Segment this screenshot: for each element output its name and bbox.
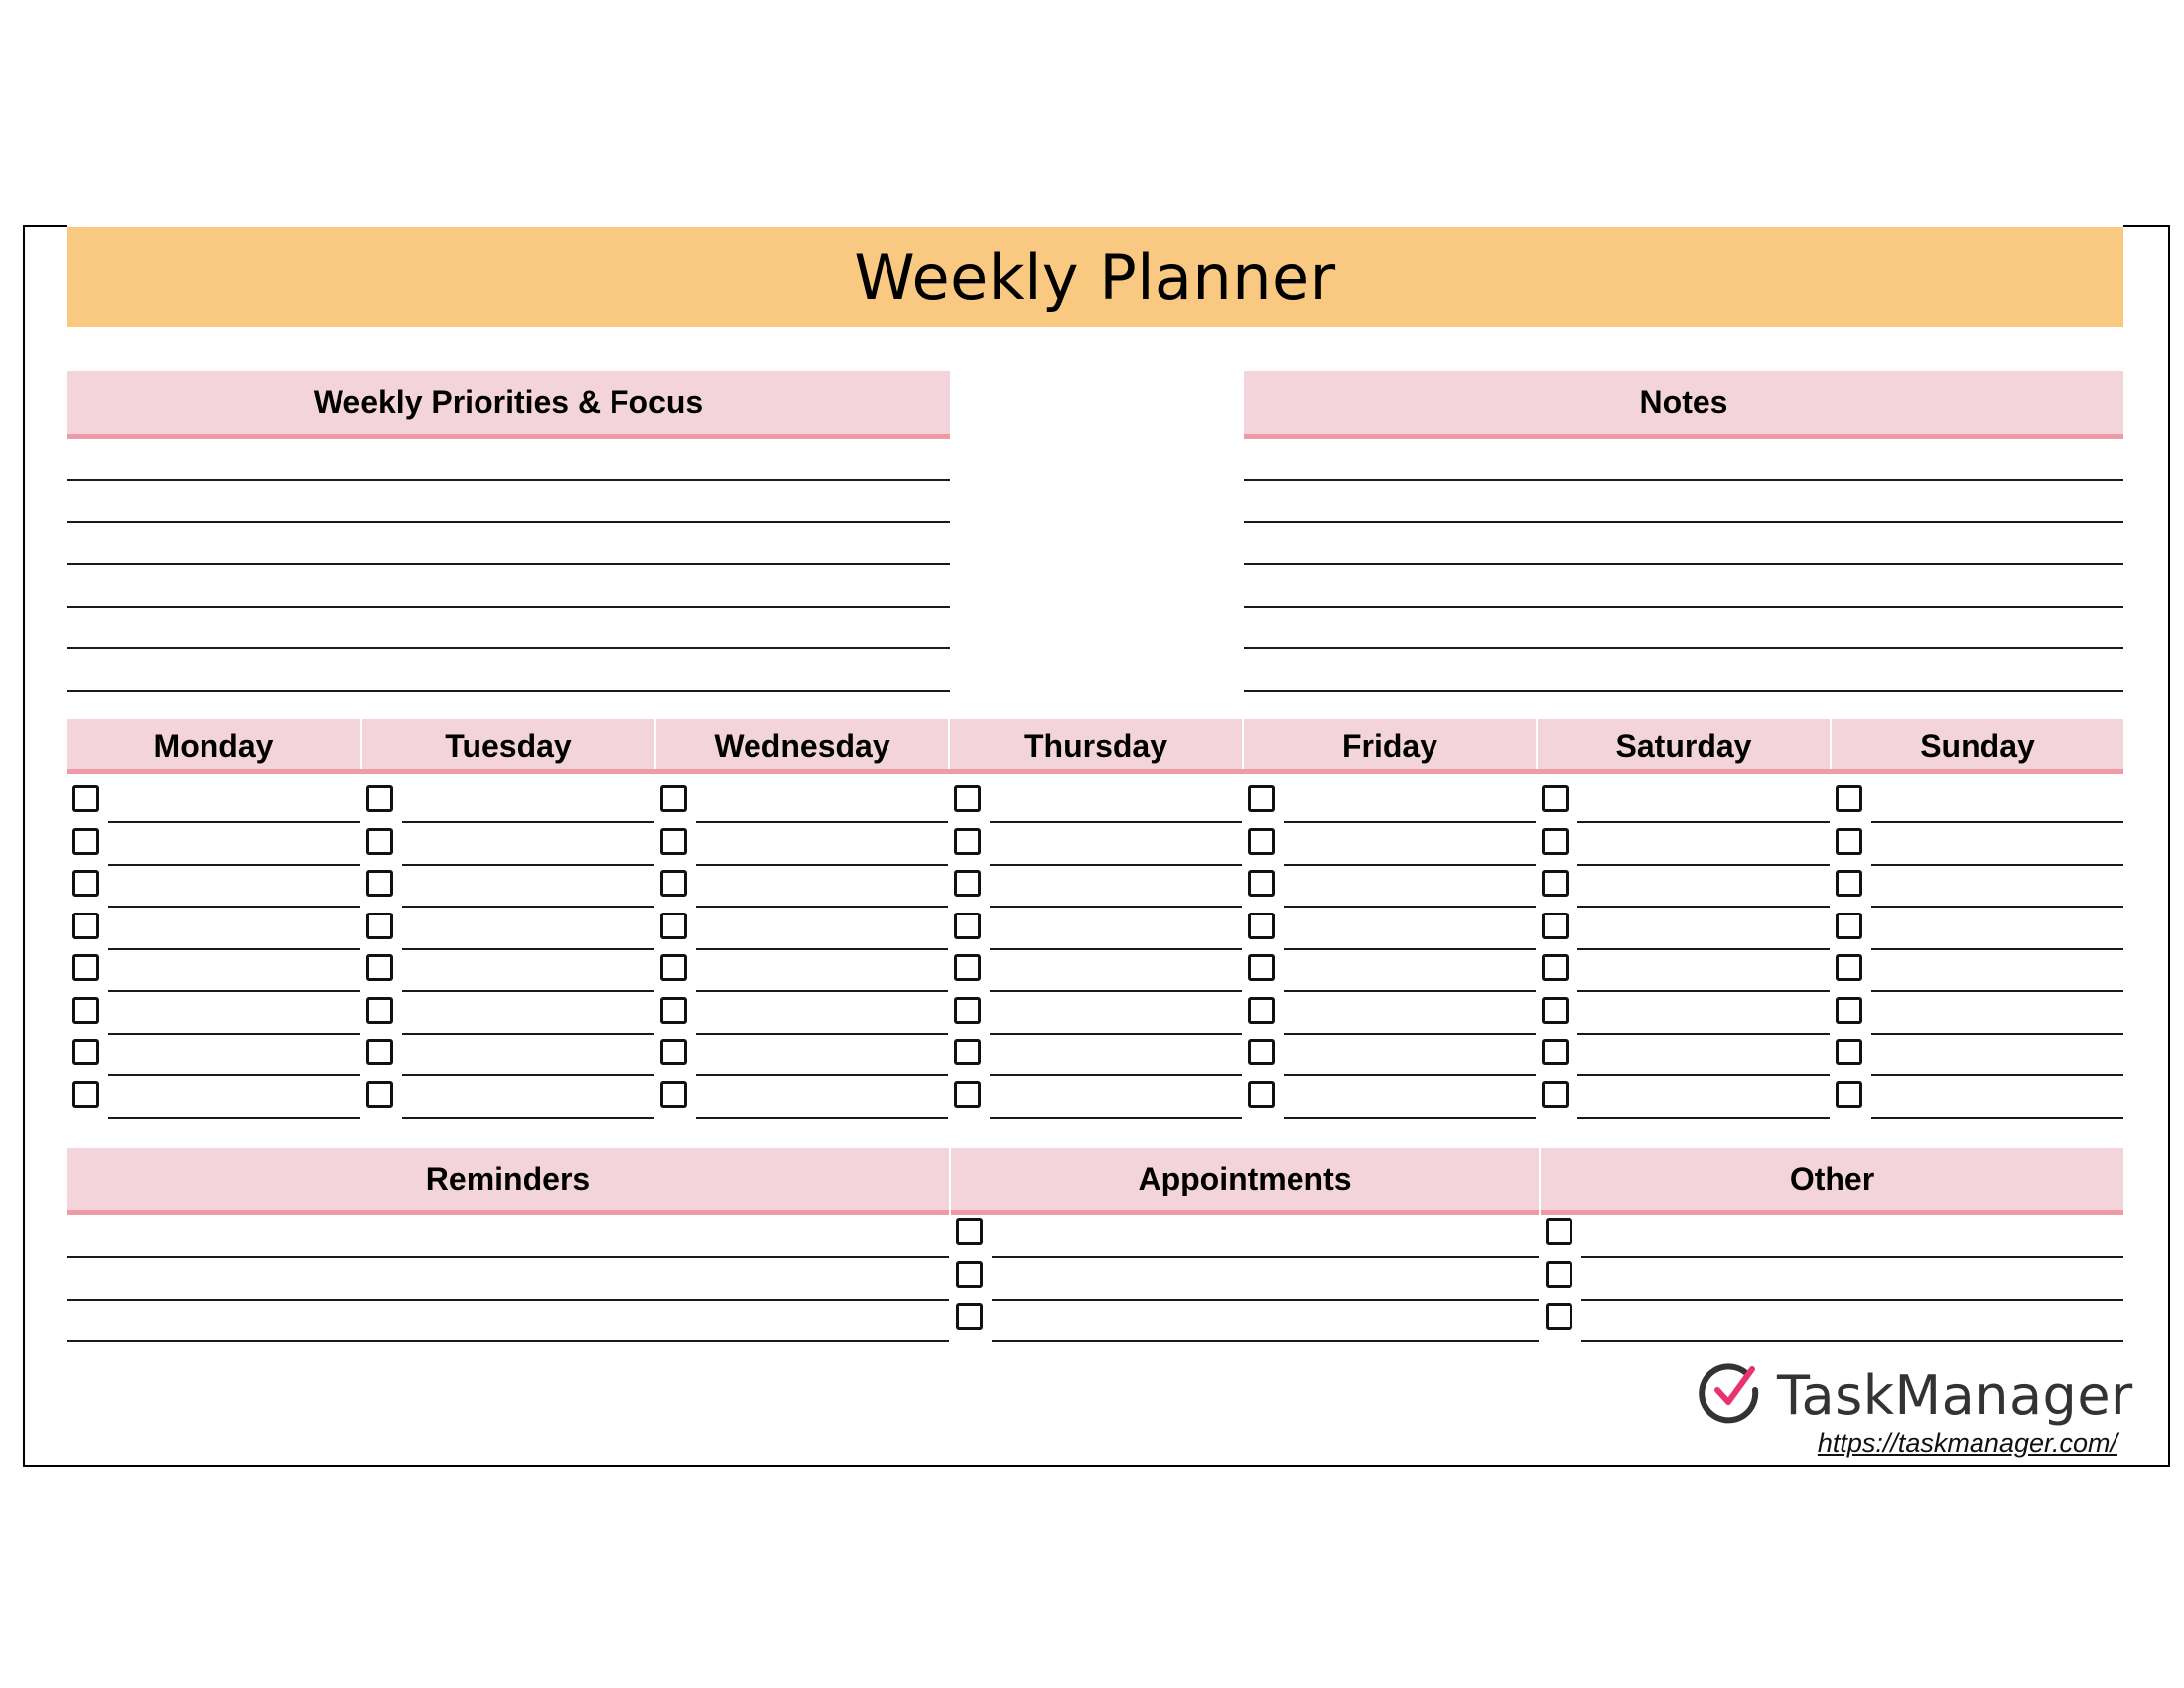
day-label: Monday [153, 727, 274, 764]
task-line[interactable] [696, 1117, 948, 1119]
task-checkbox[interactable] [1248, 1081, 1275, 1108]
day-header-thursday [950, 719, 1242, 773]
priorities-line[interactable] [67, 690, 950, 692]
task-line[interactable] [1577, 864, 1830, 866]
task-checkbox[interactable] [1248, 913, 1275, 939]
task-line[interactable] [402, 1033, 654, 1035]
task-line[interactable] [108, 864, 360, 866]
reminders-header [67, 1148, 949, 1215]
task-checkbox[interactable] [1542, 913, 1569, 939]
task-checkbox[interactable] [366, 785, 393, 812]
task-checkbox[interactable] [660, 997, 687, 1024]
page-title: Weekly Planner [854, 240, 1336, 314]
other-checkbox[interactable] [1546, 1218, 1572, 1245]
notes-line[interactable] [1244, 690, 2123, 692]
task-line[interactable] [402, 948, 654, 950]
priorities-line[interactable] [67, 479, 950, 481]
task-line[interactable] [1284, 990, 1536, 992]
priorities-line[interactable] [67, 563, 950, 565]
task-checkbox[interactable] [1248, 1039, 1275, 1065]
task-line[interactable] [1577, 821, 1830, 823]
appointment-line[interactable] [992, 1256, 1539, 1258]
task-line[interactable] [108, 906, 360, 908]
task-checkbox[interactable] [1836, 913, 1862, 939]
notes-line[interactable] [1244, 563, 2123, 565]
task-checkbox[interactable] [1542, 997, 1569, 1024]
task-line[interactable] [1577, 1033, 1830, 1035]
task-line[interactable] [1577, 948, 1830, 950]
task-line[interactable] [1871, 906, 2123, 908]
task-line[interactable] [1871, 864, 2123, 866]
task-line[interactable] [1871, 1033, 2123, 1035]
task-checkbox[interactable] [1248, 870, 1275, 897]
task-line[interactable] [1284, 821, 1536, 823]
priorities-line[interactable] [67, 521, 950, 523]
task-line[interactable] [402, 1117, 654, 1119]
day-label: Saturday [1615, 727, 1752, 764]
task-line[interactable] [990, 990, 1242, 992]
task-checkbox[interactable] [366, 1039, 393, 1065]
task-line[interactable] [108, 990, 360, 992]
task-checkbox[interactable] [660, 1081, 687, 1108]
title-bar [67, 227, 2123, 327]
task-line[interactable] [1871, 1074, 2123, 1076]
priorities-line[interactable] [67, 606, 950, 608]
task-checkbox[interactable] [954, 913, 981, 939]
day-header-underline [67, 769, 2123, 774]
task-line[interactable] [402, 990, 654, 992]
day-header-sunday [1832, 719, 2123, 773]
task-line[interactable] [696, 948, 948, 950]
task-line[interactable] [1577, 990, 1830, 992]
task-checkbox[interactable] [954, 785, 981, 812]
notes-header [1244, 371, 2123, 439]
other-header [1541, 1148, 2123, 1215]
task-line[interactable] [696, 906, 948, 908]
task-checkbox[interactable] [1542, 828, 1569, 855]
reminder-line[interactable] [67, 1256, 949, 1258]
day-header-monday [67, 719, 360, 773]
task-line[interactable] [402, 821, 654, 823]
task-line[interactable] [1284, 1033, 1536, 1035]
reminder-line[interactable] [67, 1299, 949, 1301]
other-line[interactable] [1581, 1256, 2123, 1258]
task-line[interactable] [108, 1033, 360, 1035]
task-checkbox[interactable] [954, 1081, 981, 1108]
task-checkbox[interactable] [954, 954, 981, 981]
task-line[interactable] [990, 1117, 1242, 1119]
day-label: Sunday [1920, 727, 2035, 764]
day-label: Thursday [1024, 727, 1168, 764]
priorities-header [67, 371, 950, 439]
notes-line[interactable] [1244, 479, 2123, 481]
check-circle-icon [1698, 1360, 1763, 1431]
task-checkbox[interactable] [72, 954, 99, 981]
task-checkbox[interactable] [954, 828, 981, 855]
day-header-wednesday [656, 719, 948, 773]
task-checkbox[interactable] [72, 1081, 99, 1108]
brand-name: TaskManager [1777, 1364, 2133, 1427]
task-checkbox[interactable] [660, 1039, 687, 1065]
task-line[interactable] [402, 1074, 654, 1076]
task-line[interactable] [108, 821, 360, 823]
reminders-heading: Reminders [425, 1161, 591, 1196]
task-checkbox[interactable] [1248, 785, 1275, 812]
task-checkbox[interactable] [366, 913, 393, 939]
other-line[interactable] [1581, 1340, 2123, 1342]
task-checkbox[interactable] [1836, 1081, 1862, 1108]
brand-logo [1698, 1360, 2133, 1431]
appointment-line[interactable] [992, 1340, 1539, 1342]
task-checkbox[interactable] [366, 828, 393, 855]
appointments-heading: Appointments [1138, 1161, 1352, 1196]
task-checkbox[interactable] [1248, 997, 1275, 1024]
frame-top-left [23, 225, 67, 227]
task-checkbox[interactable] [1542, 1039, 1569, 1065]
task-line[interactable] [1577, 906, 1830, 908]
reminder-line[interactable] [67, 1340, 949, 1342]
task-checkbox[interactable] [72, 1039, 99, 1065]
day-label: Wednesday [714, 727, 890, 764]
task-line[interactable] [696, 1033, 948, 1035]
task-checkbox[interactable] [1836, 954, 1862, 981]
task-line[interactable] [696, 990, 948, 992]
task-line[interactable] [990, 906, 1242, 908]
task-checkbox[interactable] [72, 870, 99, 897]
notes-line[interactable] [1244, 647, 2123, 649]
day-label: Tuesday [445, 727, 572, 764]
task-line[interactable] [696, 1074, 948, 1076]
brand-url[interactable]: https://taskmanager.com/ [1817, 1428, 2117, 1458]
frame-top-right [2123, 225, 2170, 227]
task-line[interactable] [1871, 1117, 2123, 1119]
task-line[interactable] [1871, 990, 2123, 992]
task-checkbox[interactable] [1248, 828, 1275, 855]
task-line[interactable] [1284, 1117, 1536, 1119]
task-checkbox[interactable] [366, 954, 393, 981]
day-header-saturday [1538, 719, 1830, 773]
task-line[interactable] [1284, 906, 1536, 908]
task-line[interactable] [1577, 1117, 1830, 1119]
task-checkbox[interactable] [660, 785, 687, 812]
task-checkbox[interactable] [72, 913, 99, 939]
task-checkbox[interactable] [660, 954, 687, 981]
task-checkbox[interactable] [1248, 954, 1275, 981]
appointment-checkbox[interactable] [956, 1261, 983, 1288]
task-line[interactable] [1284, 1074, 1536, 1076]
task-line[interactable] [1284, 864, 1536, 866]
task-checkbox[interactable] [660, 828, 687, 855]
appointments-header [951, 1148, 1539, 1215]
task-checkbox[interactable] [1542, 1081, 1569, 1108]
task-line[interactable] [108, 948, 360, 950]
day-header-friday [1244, 719, 1536, 773]
task-checkbox[interactable] [1836, 785, 1862, 812]
notes-line[interactable] [1244, 606, 2123, 608]
day-header-tuesday [362, 719, 654, 773]
frame-right [2168, 225, 2170, 1467]
task-checkbox[interactable] [1836, 1039, 1862, 1065]
other-checkbox[interactable] [1546, 1303, 1572, 1330]
day-label: Friday [1341, 727, 1438, 764]
task-checkbox[interactable] [366, 870, 393, 897]
priorities-heading: Weekly Priorities & Focus [313, 384, 704, 420]
other-line[interactable] [1581, 1299, 2123, 1301]
task-line[interactable] [402, 906, 654, 908]
task-line[interactable] [990, 1074, 1242, 1076]
task-checkbox[interactable] [366, 1081, 393, 1108]
task-checkbox[interactable] [72, 997, 99, 1024]
appointment-checkbox[interactable] [956, 1218, 983, 1245]
task-checkbox[interactable] [1836, 828, 1862, 855]
task-line[interactable] [1284, 948, 1536, 950]
other-heading: Other [1789, 1161, 1875, 1196]
task-checkbox[interactable] [1542, 954, 1569, 981]
notes-heading: Notes [1639, 384, 1728, 420]
task-checkbox[interactable] [954, 997, 981, 1024]
task-checkbox[interactable] [72, 828, 99, 855]
other-checkbox[interactable] [1546, 1261, 1572, 1288]
task-line[interactable] [990, 821, 1242, 823]
task-checkbox[interactable] [1542, 785, 1569, 812]
priorities-line[interactable] [67, 647, 950, 649]
notes-line[interactable] [1244, 521, 2123, 523]
task-line[interactable] [990, 864, 1242, 866]
task-checkbox[interactable] [660, 913, 687, 939]
task-line[interactable] [108, 1074, 360, 1076]
task-checkbox[interactable] [1542, 870, 1569, 897]
task-checkbox[interactable] [954, 870, 981, 897]
appointment-checkbox[interactable] [956, 1303, 983, 1330]
task-line[interactable] [402, 864, 654, 866]
task-line[interactable] [990, 948, 1242, 950]
task-line[interactable] [1577, 1074, 1830, 1076]
task-line[interactable] [1871, 821, 2123, 823]
task-line[interactable] [108, 1117, 360, 1119]
task-line[interactable] [1871, 948, 2123, 950]
task-checkbox[interactable] [954, 1039, 981, 1065]
task-checkbox[interactable] [366, 997, 393, 1024]
task-line[interactable] [696, 864, 948, 866]
task-line[interactable] [990, 1033, 1242, 1035]
task-line[interactable] [696, 821, 948, 823]
task-checkbox[interactable] [1836, 997, 1862, 1024]
task-checkbox[interactable] [1836, 870, 1862, 897]
task-checkbox[interactable] [660, 870, 687, 897]
appointment-line[interactable] [992, 1299, 1539, 1301]
task-checkbox[interactable] [72, 785, 99, 812]
